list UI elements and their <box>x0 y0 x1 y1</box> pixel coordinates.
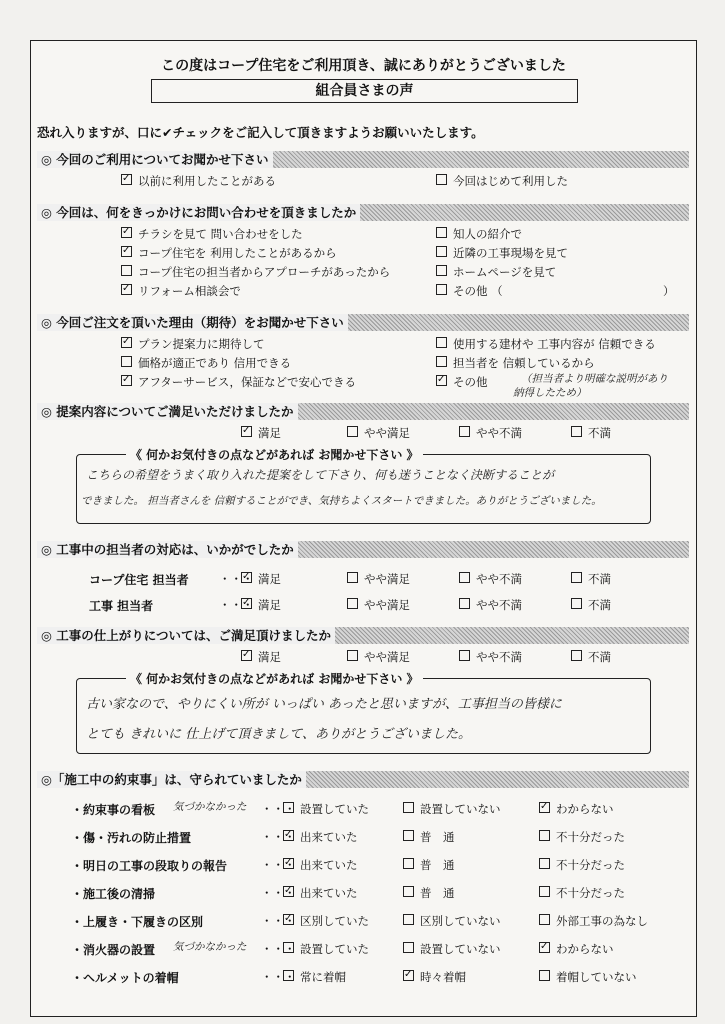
s5-r2-option-4[interactable] <box>571 597 611 613</box>
option-label: 普 通 <box>420 886 455 900</box>
checkbox-icon[interactable] <box>121 265 132 276</box>
checkbox-icon[interactable] <box>403 858 414 869</box>
option-label: やや不満 <box>476 426 522 440</box>
option-label: 今回はじめて利用した <box>453 174 568 188</box>
s2-option-6[interactable] <box>436 245 568 261</box>
checkbox-checked-icon[interactable] <box>241 598 252 609</box>
checkbox-checked-icon[interactable] <box>241 426 252 437</box>
s2-option-4[interactable] <box>121 283 241 299</box>
option-label: 使用する建材や 工事内容が 信頼できる <box>453 337 656 351</box>
handwritten-comment-line-2: とても きれいに 仕上げて頂きまして、ありがとうございました。 <box>86 727 472 742</box>
checkbox-icon[interactable] <box>539 858 550 869</box>
checkbox-icon[interactable] <box>459 572 470 583</box>
checkbox-icon[interactable] <box>571 572 582 583</box>
handwritten-other-reason-2: 納得したため） <box>513 387 587 399</box>
section-title: ◎ 今回ご注文を頂いた理由（期待）をお聞かせ下さい <box>37 314 348 331</box>
handwritten-note: 気づかなかった <box>173 941 247 953</box>
option-label: 設置していない <box>420 802 501 816</box>
option-label: 不満 <box>588 426 611 440</box>
s5-r1-option-4[interactable] <box>571 571 611 587</box>
rule-row-option-b[interactable] <box>403 829 455 845</box>
handwritten-note: 気づかなかった <box>173 801 247 813</box>
s5-r1-option-3[interactable] <box>459 571 522 587</box>
section-title: ◎ 今回は、何をきっかけにお問い合わせを頂きましたか <box>37 204 360 221</box>
rule-row-option-a[interactable] <box>283 969 346 985</box>
checkbox-checked-icon[interactable] <box>241 572 252 583</box>
option-label: 外部工事の為なし <box>556 914 648 928</box>
option-label: やや満足 <box>364 598 410 612</box>
option-label: 不満 <box>588 572 611 586</box>
checkbox-checked-icon[interactable] <box>539 942 550 953</box>
s3-option-1[interactable] <box>121 336 265 352</box>
s3-option-3[interactable] <box>121 374 356 390</box>
option-label: ホームページを見て <box>453 265 557 279</box>
rule-row-option-c[interactable] <box>539 857 625 873</box>
checkbox-icon[interactable] <box>121 356 132 367</box>
option-label: やや満足 <box>364 650 410 664</box>
option-label: 不満 <box>588 598 611 612</box>
rule-row-label: ・傷・汚れの防止措置 <box>71 831 192 845</box>
option-label: わからない <box>556 802 614 816</box>
rule-row-dots: ・・・ <box>261 970 296 984</box>
handwritten-other-reason-1: （担当者より明確な説明があり <box>521 373 668 385</box>
checkbox-checked-icon[interactable] <box>539 802 550 813</box>
rule-row-option-c[interactable] <box>539 829 625 845</box>
s5-dots: ・・・ <box>219 572 254 586</box>
option-label: 不十分だった <box>556 858 625 872</box>
s5-r1-option-2[interactable] <box>347 571 410 587</box>
rule-row-option-b[interactable] <box>403 969 466 985</box>
checkbox-icon[interactable] <box>436 284 447 295</box>
checkbox-checked-icon[interactable] <box>283 914 294 925</box>
option-label: 担当者を 信頼しているから <box>453 356 595 370</box>
rule-row-dots: ・・・ <box>261 942 296 956</box>
s2-option-2[interactable] <box>121 245 337 261</box>
checkbox-checked-icon[interactable] <box>283 830 294 841</box>
page-subtitle: 組合員さまの声 <box>151 79 578 103</box>
checkbox-icon[interactable] <box>347 572 358 583</box>
option-label: チラシを見て 問い合わせをした <box>138 227 303 241</box>
checkbox-icon[interactable] <box>436 356 447 367</box>
s3-option-6[interactable] <box>436 374 488 390</box>
option-label: リフォーム相談会で <box>138 284 241 298</box>
rule-row-dots: ・・・ <box>261 830 296 844</box>
option-label: 満足 <box>258 572 281 586</box>
s2-option-7[interactable] <box>436 264 556 280</box>
s2-option-3[interactable] <box>121 264 390 280</box>
handwritten-comment-line-2: できました。 担当者さんを 信頼することができ、気持ちよくスタートできました。ありがとうございました。 <box>81 495 602 507</box>
checkbox-icon[interactable] <box>403 914 414 925</box>
section-bar-proposal <box>37 403 689 420</box>
s4-option-4[interactable] <box>571 425 611 441</box>
rule-row-option-c[interactable] <box>539 885 625 901</box>
checkbox-icon[interactable] <box>459 598 470 609</box>
checkbox-icon[interactable] <box>403 886 414 897</box>
option-label: その他 （ <box>453 284 503 298</box>
option-label: 普 通 <box>420 858 455 872</box>
option-label: 満足 <box>258 650 281 664</box>
option-label: 普 通 <box>420 830 455 844</box>
survey-sheet <box>30 40 697 1017</box>
option-label: わからない <box>556 942 614 956</box>
option-label: 着帽していない <box>556 970 637 984</box>
s6-option-3[interactable] <box>459 649 522 665</box>
checkbox-icon[interactable] <box>459 650 470 661</box>
option-label: 以前に利用したことがある <box>138 174 276 188</box>
checkbox-icon[interactable] <box>283 802 294 813</box>
checkbox-icon[interactable] <box>436 246 447 257</box>
section-bar-usage <box>37 151 689 168</box>
option-label: 設置していない <box>420 942 501 956</box>
checkbox-icon[interactable] <box>403 830 414 841</box>
row-label-coop-staff: コープ住宅 担当者 <box>89 573 189 587</box>
option-label: 出来ていた <box>300 830 358 844</box>
checkbox-checked-icon[interactable] <box>121 337 132 348</box>
rule-row-dots: ・・・ <box>261 886 296 900</box>
s2-option-8[interactable] <box>436 283 503 299</box>
option-label: やや満足 <box>364 426 410 440</box>
rule-row-option-a[interactable] <box>283 801 369 817</box>
section-bar-staff <box>37 541 689 558</box>
rule-row-dots: ・・・ <box>261 802 296 816</box>
checkbox-icon[interactable] <box>403 802 414 813</box>
rule-row-option-a[interactable] <box>283 857 358 873</box>
checkbox-icon[interactable] <box>436 174 447 185</box>
section-title: ◎ 工事中の担当者の対応は、いかがでしたか <box>37 541 298 558</box>
option-label: 区別していない <box>420 914 501 928</box>
s5-r2-option-2[interactable] <box>347 597 410 613</box>
checkbox-icon[interactable] <box>539 914 550 925</box>
section-bar-rules <box>37 771 689 788</box>
option-label: やや不満 <box>476 598 522 612</box>
option-label: コープ住宅を 利用したことがあるから <box>138 246 337 260</box>
checkbox-checked-icon[interactable] <box>283 886 294 897</box>
s3-option-4[interactable] <box>436 336 656 352</box>
rule-row-label: ・上履き・下履きの区別 <box>71 915 204 929</box>
checkbox-icon[interactable] <box>459 426 470 437</box>
rule-row-label: ・ヘルメットの着帽 <box>71 971 179 985</box>
option-label: 設置していた <box>300 942 369 956</box>
option-label: 常に着帽 <box>300 970 346 984</box>
checkbox-icon[interactable] <box>539 886 550 897</box>
comment-heading: 《 何かお気付きの点などがあれば お聞かせ下さい 》 <box>126 670 423 687</box>
checkbox-icon[interactable] <box>539 970 550 981</box>
s6-option-4[interactable] <box>571 649 611 665</box>
checkbox-icon[interactable] <box>436 227 447 238</box>
checkbox-checked-icon[interactable] <box>436 375 447 386</box>
s2-other-close: ） <box>663 284 675 298</box>
s6-option-1[interactable] <box>241 649 281 665</box>
intro-text: 恐れ入りますが、口に✔チェックをご記入して頂きますようお願いいたします。 <box>37 125 484 140</box>
rule-row-label: ・約束事の看板 <box>71 803 156 817</box>
section-bar-finish <box>37 627 689 644</box>
comment-heading: 《 何かお気付きの点などがあれば お聞かせ下さい 》 <box>126 446 423 463</box>
section-title: ◎「施工中の約束事」は、守られていましたか <box>37 771 306 788</box>
checkbox-icon[interactable] <box>347 426 358 437</box>
s5-r1-option-1[interactable] <box>241 571 281 587</box>
checkbox-icon[interactable] <box>347 650 358 661</box>
rule-row-label: ・施工後の清掃 <box>71 887 156 901</box>
checkbox-icon[interactable] <box>283 970 294 981</box>
option-label: 満足 <box>258 426 281 440</box>
option-label: 出来ていた <box>300 858 358 872</box>
option-label: 近隣の工事現場を見て <box>453 246 568 260</box>
rule-row-dots: ・・・ <box>261 914 296 928</box>
rule-row-option-c[interactable] <box>539 913 648 929</box>
rule-row-option-c[interactable] <box>539 941 614 957</box>
rule-row-option-a[interactable] <box>283 941 369 957</box>
section-title: ◎ 今回のご利用についてお聞かせ下さい <box>37 151 273 168</box>
rule-row-option-c[interactable] <box>539 801 614 817</box>
page-title: この度はコープ住宅をご利用頂き、誠にありがとうございました <box>161 58 566 74</box>
s5-dots: ・・・ <box>219 598 254 612</box>
checkbox-icon[interactable] <box>571 426 582 437</box>
rule-row-option-b[interactable] <box>403 913 501 929</box>
checkbox-checked-icon[interactable] <box>121 174 132 185</box>
comment-box-finish[interactable] <box>76 678 651 754</box>
option-label: 区別していた <box>300 914 369 928</box>
checkbox-icon[interactable] <box>347 598 358 609</box>
s3-option-5[interactable] <box>436 355 595 371</box>
s3-option-2[interactable] <box>121 355 291 371</box>
option-label: 価格が適正であり 信用できる <box>138 356 292 370</box>
option-label: コープ住宅の担当者からアプローチがあったから <box>138 265 391 279</box>
option-label: アフターサービス，保証などで安心できる <box>138 375 357 389</box>
checkbox-icon[interactable] <box>436 265 447 276</box>
option-label: やや満足 <box>364 572 410 586</box>
checkbox-icon[interactable] <box>571 650 582 661</box>
rule-row-option-b[interactable] <box>403 885 455 901</box>
section-bar-trigger <box>37 204 689 221</box>
rule-row-option-b[interactable] <box>403 801 501 817</box>
option-label: 時々着帽 <box>420 970 466 984</box>
s2-option-1[interactable] <box>121 226 303 242</box>
s6-option-2[interactable] <box>347 649 410 665</box>
option-label: 不満 <box>588 650 611 664</box>
s2-option-5[interactable] <box>436 226 522 242</box>
option-label: 不十分だった <box>556 886 625 900</box>
section-title: ◎ 工事の仕上がりについては、ご満足頂けましたか <box>37 627 335 644</box>
option-label: やや不満 <box>476 650 522 664</box>
section-title: ◎ 提案内容についてご満足いただけましたか <box>37 403 298 420</box>
rule-row-dots: ・・・ <box>261 858 296 872</box>
rule-row-option-c[interactable] <box>539 969 637 985</box>
s5-r2-option-3[interactable] <box>459 597 522 613</box>
option-label: 設置していた <box>300 802 369 816</box>
checkbox-icon[interactable] <box>436 337 447 348</box>
option-label: その他 <box>453 375 488 389</box>
s4-option-3[interactable] <box>459 425 522 441</box>
rule-row-option-a[interactable] <box>283 913 369 929</box>
checkbox-icon[interactable] <box>571 598 582 609</box>
option-label: 不十分だった <box>556 830 625 844</box>
checkbox-icon[interactable] <box>283 942 294 953</box>
rule-row-option-a[interactable] <box>283 829 358 845</box>
checkbox-checked-icon[interactable] <box>283 858 294 869</box>
rule-row-option-a[interactable] <box>283 885 358 901</box>
s1-option-1[interactable] <box>121 173 276 189</box>
option-label: やや不満 <box>476 572 522 586</box>
checkbox-checked-icon[interactable] <box>121 227 132 238</box>
checkbox-checked-icon[interactable] <box>403 970 414 981</box>
rule-row-option-b[interactable] <box>403 857 455 873</box>
handwritten-comment-line-1: 古い家なので、やりにくい所が いっぱい あったと思いますが、工事担当の皆様に <box>86 697 562 712</box>
checkbox-icon[interactable] <box>539 830 550 841</box>
rule-row-label: ・消火器の設置 <box>71 943 156 957</box>
checkbox-checked-icon[interactable] <box>121 284 132 295</box>
checkbox-checked-icon[interactable] <box>121 246 132 257</box>
checkbox-checked-icon[interactable] <box>241 650 252 661</box>
row-label-construction-staff: 工事 担当者 <box>89 599 154 613</box>
rule-row-label: ・明日の工事の段取りの報告 <box>71 859 228 873</box>
rule-row-option-b[interactable] <box>403 941 501 957</box>
checkbox-checked-icon[interactable] <box>121 375 132 386</box>
checkbox-icon[interactable] <box>403 942 414 953</box>
s4-option-2[interactable] <box>347 425 410 441</box>
option-label: 出来ていた <box>300 886 358 900</box>
handwritten-comment-line-1: こちらの希望をうまく取り入れた提案をして下さり、何も迷うことなく決断することが <box>86 468 555 482</box>
option-label: 満足 <box>258 598 281 612</box>
comment-box-proposal[interactable] <box>76 454 651 524</box>
s1-option-2[interactable] <box>436 173 568 189</box>
option-label: 知人の紹介で <box>453 227 522 241</box>
s4-option-1[interactable] <box>241 425 281 441</box>
section-bar-reason <box>37 314 689 331</box>
option-label: プラン提案力に期待して <box>138 337 265 351</box>
s5-r2-option-1[interactable] <box>241 597 281 613</box>
